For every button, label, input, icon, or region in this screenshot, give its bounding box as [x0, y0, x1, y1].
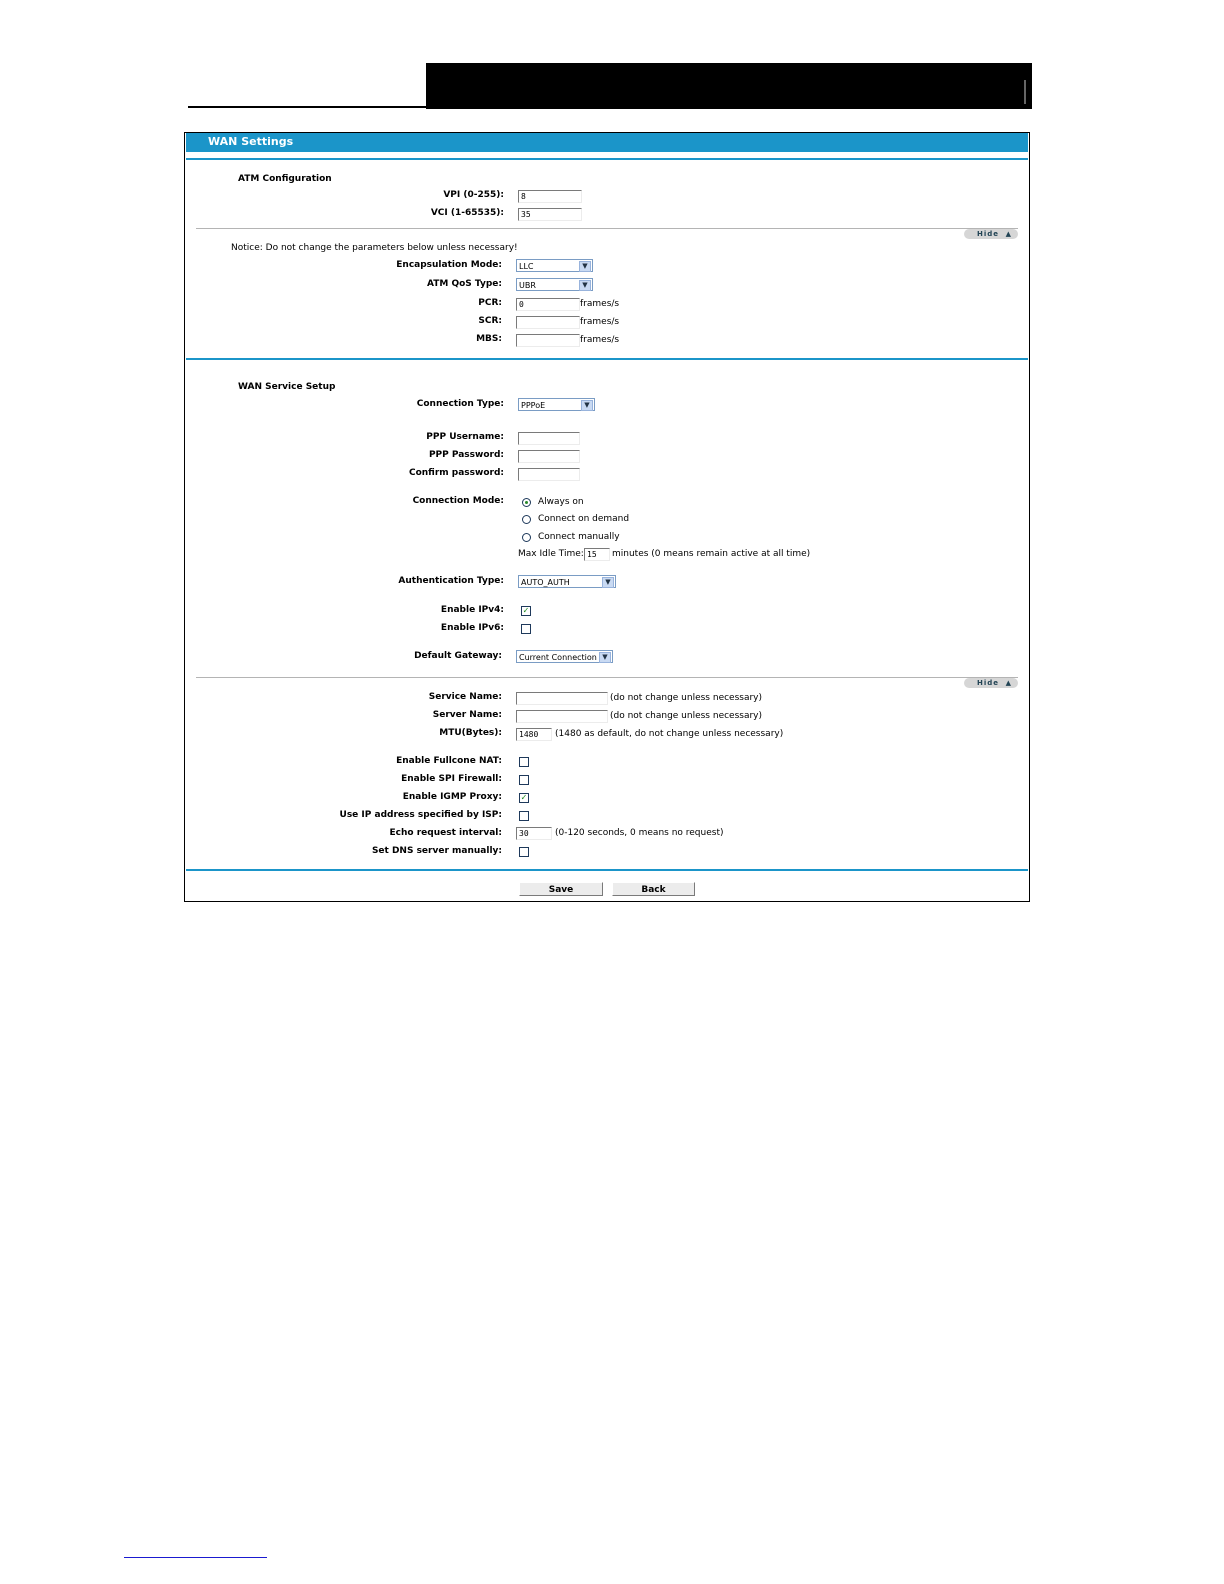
echo-interval-input[interactable]: 30 — [516, 827, 552, 840]
chevron-up-icon: ▲ — [1005, 230, 1012, 238]
ipv6-checkbox[interactable] — [521, 624, 531, 634]
notice-text: Notice: Do not change the parameters below unless necessary! — [231, 243, 518, 253]
hide-atm-advanced-button[interactable] — [964, 229, 1018, 239]
igmp-proxy-label: Enable IGMP Proxy: — [402, 792, 502, 802]
hide-label: Hide — [977, 230, 1000, 238]
atm-divider — [196, 228, 1018, 229]
title-divider — [186, 158, 1028, 160]
scr-unit: frames/s — [580, 317, 620, 327]
confirm-password-input[interactable] — [518, 468, 580, 481]
header-bar-edge — [1024, 80, 1026, 104]
mode-manual-radio[interactable] — [522, 533, 531, 542]
footer-divider — [186, 869, 1028, 871]
ipv4-checkbox[interactable]: ✓ — [522, 606, 530, 615]
header-bar — [426, 63, 1032, 109]
footer-link-underline — [124, 1557, 267, 1558]
mtu-input[interactable]: 1480 — [516, 728, 552, 741]
connection-type-value: PPPoE — [521, 401, 546, 410]
server-name-label: Server Name: — [432, 710, 502, 720]
fullcone-nat-checkbox[interactable] — [519, 757, 529, 767]
confirm-password-label: Confirm password: — [408, 468, 504, 478]
password-label: PPP Password: — [428, 450, 504, 460]
server-name-hint: (do not change unless necessary) — [610, 711, 763, 721]
atm-section-divider — [186, 358, 1028, 360]
default-gateway-select[interactable] — [516, 650, 613, 663]
mode-always-on-radio[interactable] — [522, 498, 531, 507]
hide-wan-advanced-button[interactable] — [964, 678, 1018, 688]
scr-label: SCR: — [478, 316, 502, 326]
header-rule — [188, 106, 428, 108]
encapsulation-select[interactable] — [516, 259, 593, 272]
service-name-input[interactable] — [516, 692, 608, 705]
fullcone-nat-label: Enable Fullcone NAT: — [396, 756, 502, 766]
idle-time-label: Max Idle Time: — [518, 549, 584, 559]
mbs-unit: frames/s — [580, 335, 620, 345]
mode-on-demand-radio[interactable] — [522, 515, 531, 524]
encapsulation-label: Encapsulation Mode: — [396, 260, 502, 270]
chevron-down-icon: ▼ — [581, 400, 593, 411]
scr-input[interactable] — [516, 316, 580, 329]
mbs-label: MBS: — [476, 334, 502, 344]
dns-manual-checkbox[interactable] — [519, 847, 529, 857]
connection-type-select[interactable] — [518, 398, 595, 411]
panel-title: WAN Settings — [208, 135, 294, 148]
wan-divider — [196, 677, 1018, 678]
spi-firewall-checkbox[interactable] — [519, 775, 529, 785]
qos-label: ATM QoS Type: — [426, 279, 502, 289]
mbs-input[interactable] — [516, 334, 580, 347]
chevron-down-icon: ▼ — [599, 652, 611, 663]
mode-on-demand-label: Connect on demand — [538, 514, 630, 524]
service-name-hint: (do not change unless necessary) — [610, 693, 763, 703]
mode-manual-label: Connect manually — [538, 532, 620, 542]
pcr-label: PCR: — [478, 298, 502, 308]
vpi-label: VPI (0-255): — [443, 190, 504, 200]
password-input[interactable] — [518, 450, 580, 463]
chevron-down-icon: ▼ — [579, 261, 591, 272]
vci-label: VCI (1-65535): — [430, 208, 504, 218]
back-button[interactable]: Back — [612, 882, 695, 896]
qos-select[interactable] — [516, 278, 593, 291]
ipv4-label: Enable IPv4: — [440, 605, 504, 615]
username-input[interactable] — [518, 432, 580, 445]
connection-type-label: Connection Type: — [416, 399, 504, 409]
chevron-down-icon: ▼ — [602, 577, 614, 588]
save-button[interactable]: Save — [519, 882, 603, 896]
atm-heading: ATM Configuration — [238, 174, 332, 184]
service-name-label: Service Name: — [428, 692, 502, 702]
isp-ip-checkbox[interactable] — [519, 811, 529, 821]
idle-time-input[interactable]: 15 — [584, 548, 610, 561]
connection-mode-label: Connection Mode: — [412, 496, 504, 506]
hide-label: Hide — [977, 679, 1000, 687]
panel-title-bar — [186, 133, 1028, 152]
auth-type-value: AUTO_AUTH — [521, 578, 570, 587]
vpi-input[interactable]: 8 — [518, 190, 582, 203]
chevron-down-icon: ▼ — [579, 280, 591, 291]
encapsulation-value: LLC — [519, 262, 534, 271]
default-gateway-value: Current Connection — [519, 653, 597, 662]
username-label: PPP Username: — [426, 432, 504, 442]
chevron-up-icon: ▲ — [1005, 679, 1012, 687]
wan-heading: WAN Service Setup — [238, 382, 336, 392]
default-gateway-label: Default Gateway: — [414, 651, 502, 661]
qos-value: UBR — [519, 281, 536, 290]
auth-type-label: Authentication Type: — [398, 576, 504, 586]
pcr-unit: frames/s — [580, 299, 620, 309]
auth-type-select[interactable] — [518, 575, 616, 588]
echo-interval-hint: (0-120 seconds, 0 means no request) — [555, 828, 724, 838]
dns-manual-label: Set DNS server manually: — [371, 846, 502, 856]
mtu-hint: (1480 as default, do not change unless necessary) — [555, 729, 784, 739]
server-name-input[interactable] — [516, 710, 608, 723]
mtu-label: MTU(Bytes): — [439, 728, 502, 738]
pcr-input[interactable]: 0 — [516, 298, 580, 311]
ipv6-label: Enable IPv6: — [440, 623, 504, 633]
idle-time-hint: minutes (0 means remain active at all time) — [612, 549, 811, 559]
igmp-proxy-checkbox[interactable]: ✓ — [520, 793, 528, 802]
echo-interval-label: Echo request interval: — [389, 828, 502, 838]
spi-firewall-label: Enable SPI Firewall: — [401, 774, 502, 784]
isp-ip-label: Use IP address specified by ISP: — [339, 810, 502, 820]
mode-always-on-label: Always on — [538, 497, 584, 507]
vci-input[interactable]: 35 — [518, 208, 582, 221]
